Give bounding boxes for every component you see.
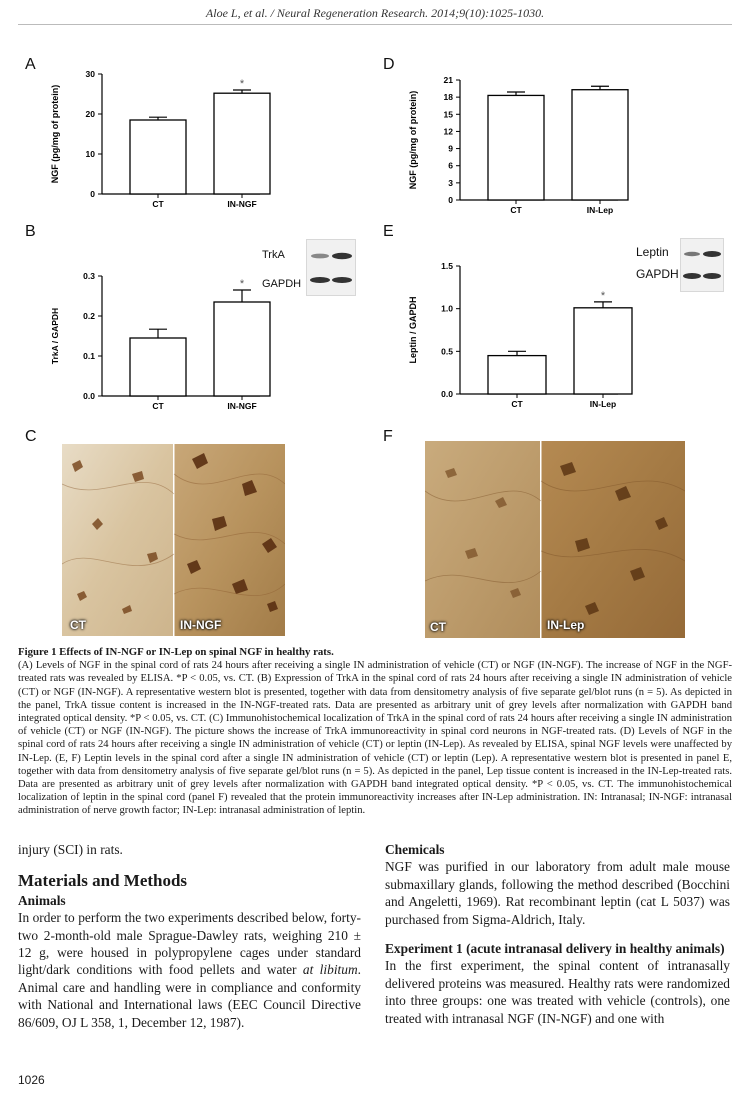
x-tick-label-a: IN-NGF — [227, 199, 257, 209]
y-tick-label-d: 12 — [443, 126, 453, 137]
animals-heading: Animals — [18, 892, 66, 908]
x-tick-label-b: IN-NGF — [227, 401, 257, 411]
y-tick-label-b: 0.1 — [83, 351, 95, 361]
y-axis-label-a: NGF (pg/mg of protein) — [50, 84, 60, 184]
y-tick-label-a: 0 — [90, 189, 95, 199]
blot-band — [703, 273, 721, 279]
y-tick-label-d: 0 — [448, 195, 453, 205]
body-fragment: injury (SCI) in rats. — [18, 842, 123, 857]
running-header: Aloe L, et al. / Neural Regeneration Research. 2014;9(10):1025-1030. — [205, 6, 545, 20]
micrograph-c — [62, 444, 285, 636]
section-heading: Materials and Methods — [18, 871, 188, 891]
panel-label-e: E — [383, 223, 394, 240]
y-axis-label-b: TrkA / GAPDH — [50, 307, 60, 365]
blot-band — [310, 277, 330, 283]
blot-label-gapdh-b: GAPDH — [262, 278, 302, 290]
animals-text-italic: at libitum — [302, 962, 358, 978]
y-tick-label-e: 0.0 — [441, 389, 453, 399]
panel-label-d: D — [383, 56, 395, 73]
right-column — [385, 841, 730, 1027]
western-blot-e-bands — [681, 239, 723, 291]
animals-text-pre: In order to perform the two experiments described below, forty-two 2-month-old male Sprague-Dawley rats, weighing 210 ± 12 g, were housed in polypropylene cages under standard light/dark conditions with food pellets and water — [18, 910, 361, 978]
x-tick-label-e: CT — [511, 399, 523, 409]
micrograph-f-image — [425, 441, 685, 638]
y-axis-label-e: Leptin / GAPDH — [408, 296, 418, 364]
bar-d-ct — [488, 95, 544, 200]
chart-a — [40, 62, 290, 220]
experiment-paragraph: In the first experiment, the spinal content of intranasally delivered proteins was measured. Healthy rats were randomized into three groups: one was treated with vehicle (controls), one treated with intranasal NGF (IN-NGF) and one with — [385, 958, 730, 1026]
chart-d — [398, 70, 648, 218]
western-blot-e — [680, 238, 724, 292]
western-blot-b-bands — [307, 240, 355, 295]
bar-b-in-ngf — [214, 302, 270, 396]
left-column — [18, 841, 361, 1031]
figure-caption — [18, 646, 732, 818]
blot-label-leptin: Leptin — [636, 245, 669, 259]
bar-a-in-ngf — [214, 93, 270, 194]
panel-label-f: F — [383, 428, 393, 445]
micrograph-f-label-in-lep: IN-Lep — [547, 618, 585, 632]
y-tick-label-d: 18 — [443, 92, 453, 103]
experiment-heading: Experiment 1 (acute intranasal delivery in healthy animals) — [385, 941, 725, 957]
y-tick-label-a: 20 — [85, 109, 95, 119]
header-rule — [18, 24, 732, 25]
micrograph-c-label-ct: CT — [70, 618, 86, 632]
blot-band — [683, 273, 701, 279]
y-tick-label-d: 6 — [448, 160, 453, 171]
y-tick-label-d: 21 — [443, 75, 453, 85]
panel-label-b: B — [25, 223, 36, 240]
micrograph-c-image — [62, 444, 285, 636]
chemicals-heading: Chemicals — [385, 842, 445, 857]
blot-band — [332, 253, 352, 259]
blot-band — [684, 252, 700, 256]
blot-band — [332, 277, 352, 283]
y-tick-label-d: 3 — [448, 177, 453, 188]
y-tick-label-e: 1.5 — [441, 261, 453, 271]
blot-band — [703, 251, 721, 257]
chemicals-paragraph: NGF was purified in our laboratory from adult male mouse submaxillary glands, following the method described (Bocchini and Angeletti, 1969). Rat recombinant leptin (cat L 5037) was purchased from Sigma-Aldrich, Italy. — [385, 859, 730, 927]
bar-d-in-lep — [572, 90, 628, 200]
y-tick-label-a: 10 — [85, 149, 95, 159]
x-tick-label-d: CT — [510, 205, 522, 215]
x-tick-label-e: IN-Lep — [589, 399, 617, 409]
y-tick-label-a: 30 — [85, 69, 95, 79]
western-blot-b — [306, 239, 356, 296]
chart-e — [398, 256, 648, 416]
panel-label-c: C — [25, 428, 37, 445]
bar-e-in-lep — [574, 308, 632, 394]
significance-marker-b: * — [239, 278, 245, 290]
y-tick-label-e: 1.0 — [441, 303, 453, 314]
bar-b-ct — [130, 338, 186, 396]
significance-marker-e: * — [600, 289, 606, 302]
y-tick-label-d: 15 — [443, 109, 453, 120]
x-tick-label-b: CT — [152, 401, 164, 411]
y-tick-label-b: 0.3 — [83, 271, 95, 281]
x-tick-label-a: CT — [152, 199, 164, 209]
y-tick-label-e: 0.5 — [441, 346, 453, 357]
blot-label-trka: TrkA — [262, 249, 285, 261]
figure-caption-title: Figure 1 Effects of IN-NGF or IN-Lep on spinal NGF in healthy rats. — [18, 646, 334, 658]
blot-label-gapdh-e: GAPDH — [636, 267, 679, 281]
panel-label-a: A — [25, 56, 36, 73]
animals-paragraph — [18, 909, 361, 1031]
bar-e-ct — [488, 356, 546, 394]
bar-a-ct — [130, 120, 186, 194]
x-tick-label-d: IN-Lep — [586, 205, 614, 215]
micrograph-f — [425, 441, 685, 638]
y-tick-label-d: 9 — [448, 143, 453, 154]
micrograph-f-label-ct: CT — [430, 620, 446, 634]
figure-caption-body: (A) Levels of NGF in the spinal cord of rats 24 hours after receiving a single IN administration of vehicle (CT) or NGF (IN-NGF). The increase of NGF in the NGF-treated rats was revealed by ELISA. *P < 0.05, vs. CT. (B) Expression of TrkA in the spinal cord of rats 24 hours after receiving a single IN administration of vehicle (CT) or NGF (IN-NGF). A representative western blot is presented, together with data from densitometry analysis of five separate gel/blot runs (n = 5). As depicted in the panel, TrkA tissue content is increased in the IN-NGF-treated rats. Data are presented as arbitrary unit of grey levels after normalization with GAPDH band integrated optical density. *P < 0.05, vs. CT. (C) Immunohistochemical localization of TrkA in the spinal cord of rats 24 hours after receiving a single IN administration of vehicle (CT) or NGF (IN-NGF). The picture shows the increase of TrkA immunoreactivity in spinal cord neurons in NGF-treated rats. (D) Levels of NGF in the spinal cord of rats 24 hours after receiving a single IN administration of vehicle (CT) or leptin (IN-Lep). As revealed by ELISA, spinal NGF levels were unaffected by IN-Lep. (E, F) Leptin levels in the spinal cord after a single IN administration of vehicle (CT) or leptin (Lep). A representative western blot is presented in panel E, together with data from densitometry analysis of five separate gel/blot runs (n = 5). As depicted in the panel, Lep tissue content is increased in the IN-Lep-treated rats. Data are presented as arbitrary unit of grey levels after normalization with GAPDH band integrated optical density. *P < 0.05, vs. CT. The immunohistochemical localization of leptin in the spinal cord (panel F) revealed that the protein immunoreactivity increases after IN-Lep administration. IN: Intranasal; IN-NGF: intranasal administration of nerve growth factor; IN-Lep: intranasal administration of leptin. — [18, 660, 732, 817]
animals-text-post: . Animal care and handling were in compliance and conformity with National and International laws (EEC Council Directive 86/609, OJ L 358, 1, December 12, 1987). — [18, 962, 361, 1030]
y-axis-label-d: NGF (pg/mg of protein) — [408, 90, 418, 190]
y-tick-label-b: 0.2 — [83, 311, 95, 321]
blot-band — [311, 254, 329, 259]
significance-marker-a: * — [239, 78, 245, 90]
page-number: 1026 — [18, 1073, 45, 1087]
y-tick-label-b: 0.0 — [83, 391, 95, 401]
chart-b — [40, 266, 290, 416]
micrograph-c-label-in-ngf: IN-NGF — [180, 618, 222, 632]
